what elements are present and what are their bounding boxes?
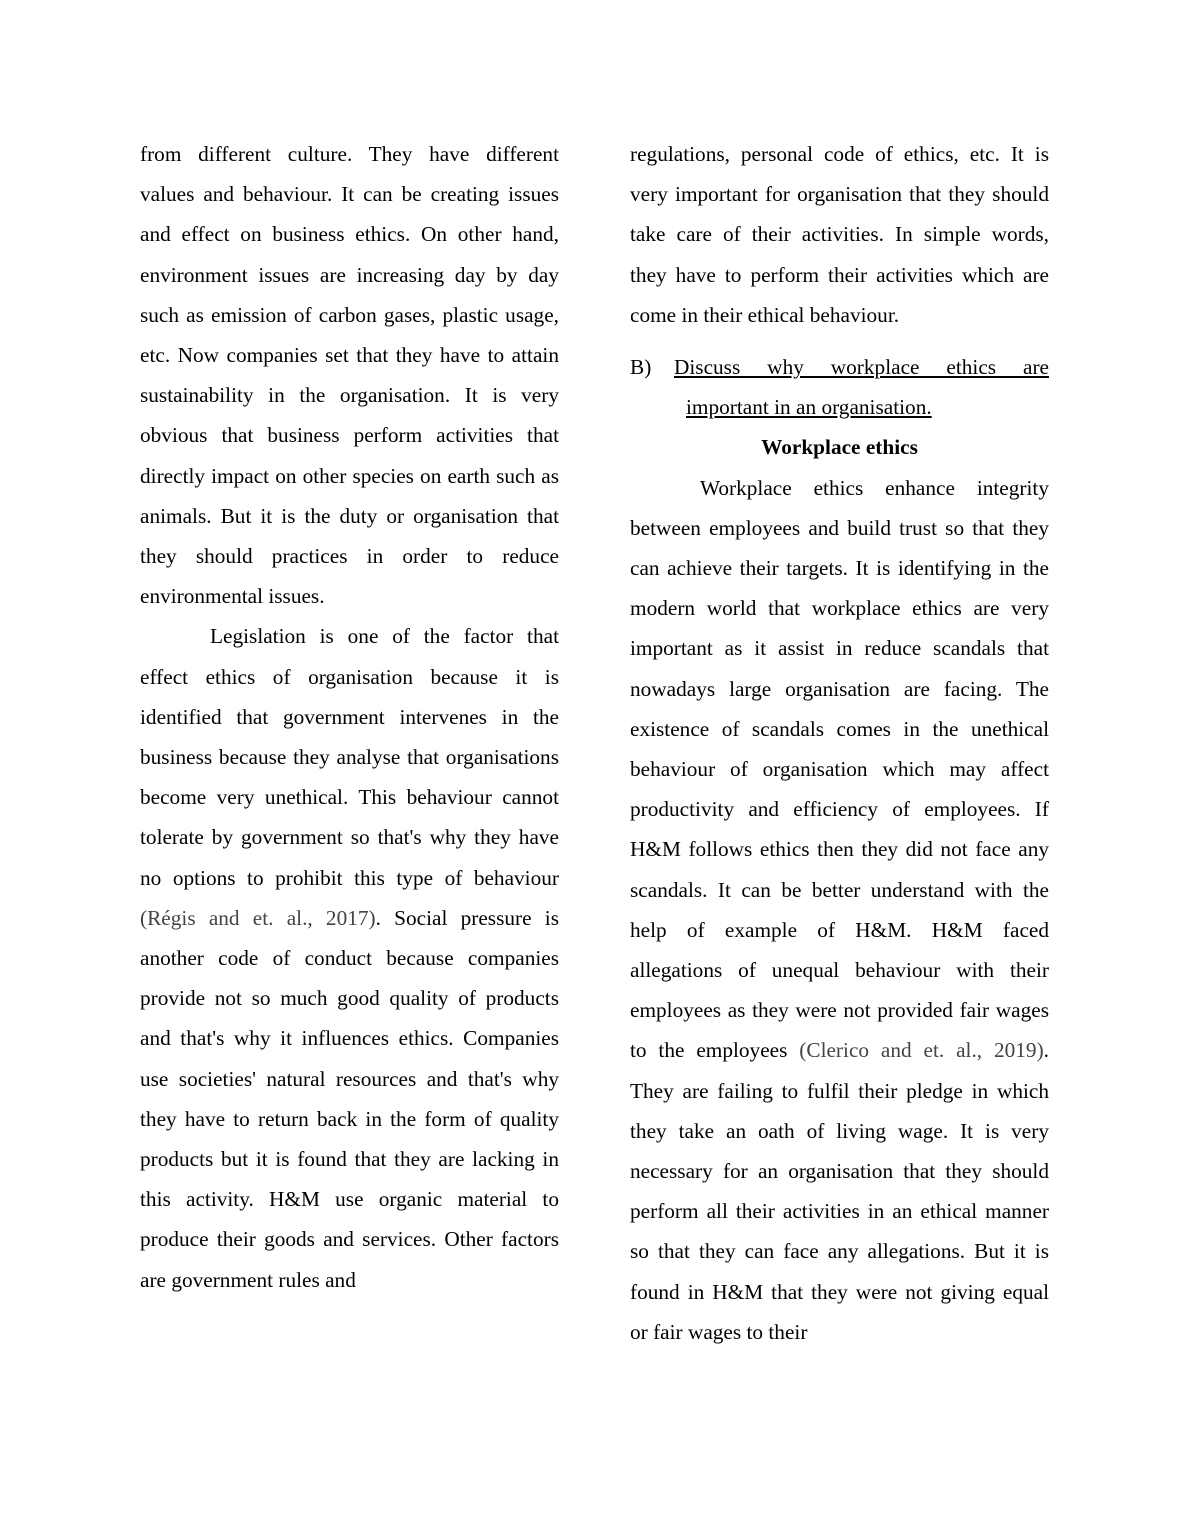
- left-paragraph-2-text-a: Legislation is one of the factor that effect ethics of organisation because it is identified that government intervenes in the business because they analyse that organisations become very unethical. This behaviour cannot tolerate by government so that's why they have no options to prohibit this type of behaviour: [140, 624, 559, 890]
- right-paragraph-2-text-a: Workplace ethics enhance integrity between employees and build trust so that they can achieve their targets. It is identifying in the modern world that workplace ethics are very important as it assist in reduce scandals that nowadays large organisation are facing. The existence of scandals comes in the unethical behaviour of organisation which may affect productivity and efficiency of employees. If H&M follows ethics then they did not face any scandals. It can be better understand with the help of example of H&M. H&M faced allegations of unequal behaviour with their employees as they were not provided fair wages to the employees: [630, 475, 1049, 1063]
- right-paragraph-1: regulations, personal code of ethics, etc. It is very important for organisation that they should take care of their activities. In simple words, they have to perform their activities which are come in their ethical behaviour.: [630, 142, 1049, 327]
- left-paragraph-2-text-b: . Social pressure is another code of conduct because companies provide not so much good quality of products and that's why it influences ethics. Companies use societies' natural resources and that's why they have to return back in the form of quality products but it is found that they are lacking in this activity. H&M use organic material to produce their goods and services. Other factors are government rules and: [140, 905, 559, 1292]
- left-column: [140, 134, 559, 1300]
- right-paragraph-2-text-b: . They are failing to fulfil their pledge in which they take an oath of living wage. It is very necessary for an organisation that they should perform all their activities in an ethical manner so that they can face any allegations. But it is found in H&M that they were not giving equal or fair wages to their: [630, 1038, 1049, 1344]
- question-label: B): [630, 355, 652, 380]
- section-question-heading: [630, 347, 1049, 427]
- right-column: [630, 134, 1049, 1352]
- section-heading: Workplace ethics: [761, 435, 918, 460]
- citation-regis-2017: (Régis and et. al., 2017): [140, 905, 376, 930]
- right-paragraph-2: [630, 468, 1049, 1352]
- citation-clerico-2019: (Clerico and et. al., 2019): [799, 1038, 1044, 1063]
- left-paragraph-1: from different culture. They have different values and behaviour. It can be creating issues and effect on business ethics. On other hand, environment issues are increasing day by day such as emission of carbon gases, plastic usage, etc. Now companies set that they have to attain sustainability in the organisation. It is very obvious that business perform activities that directly impact on other species on earth such as animals. But it is the duty or organisation that they should practices in order to reduce environmental issues.: [140, 142, 559, 609]
- question-text: Discuss why workplace ethics are important in an organisation.: [674, 355, 1049, 420]
- left-paragraph-2: [140, 616, 559, 1299]
